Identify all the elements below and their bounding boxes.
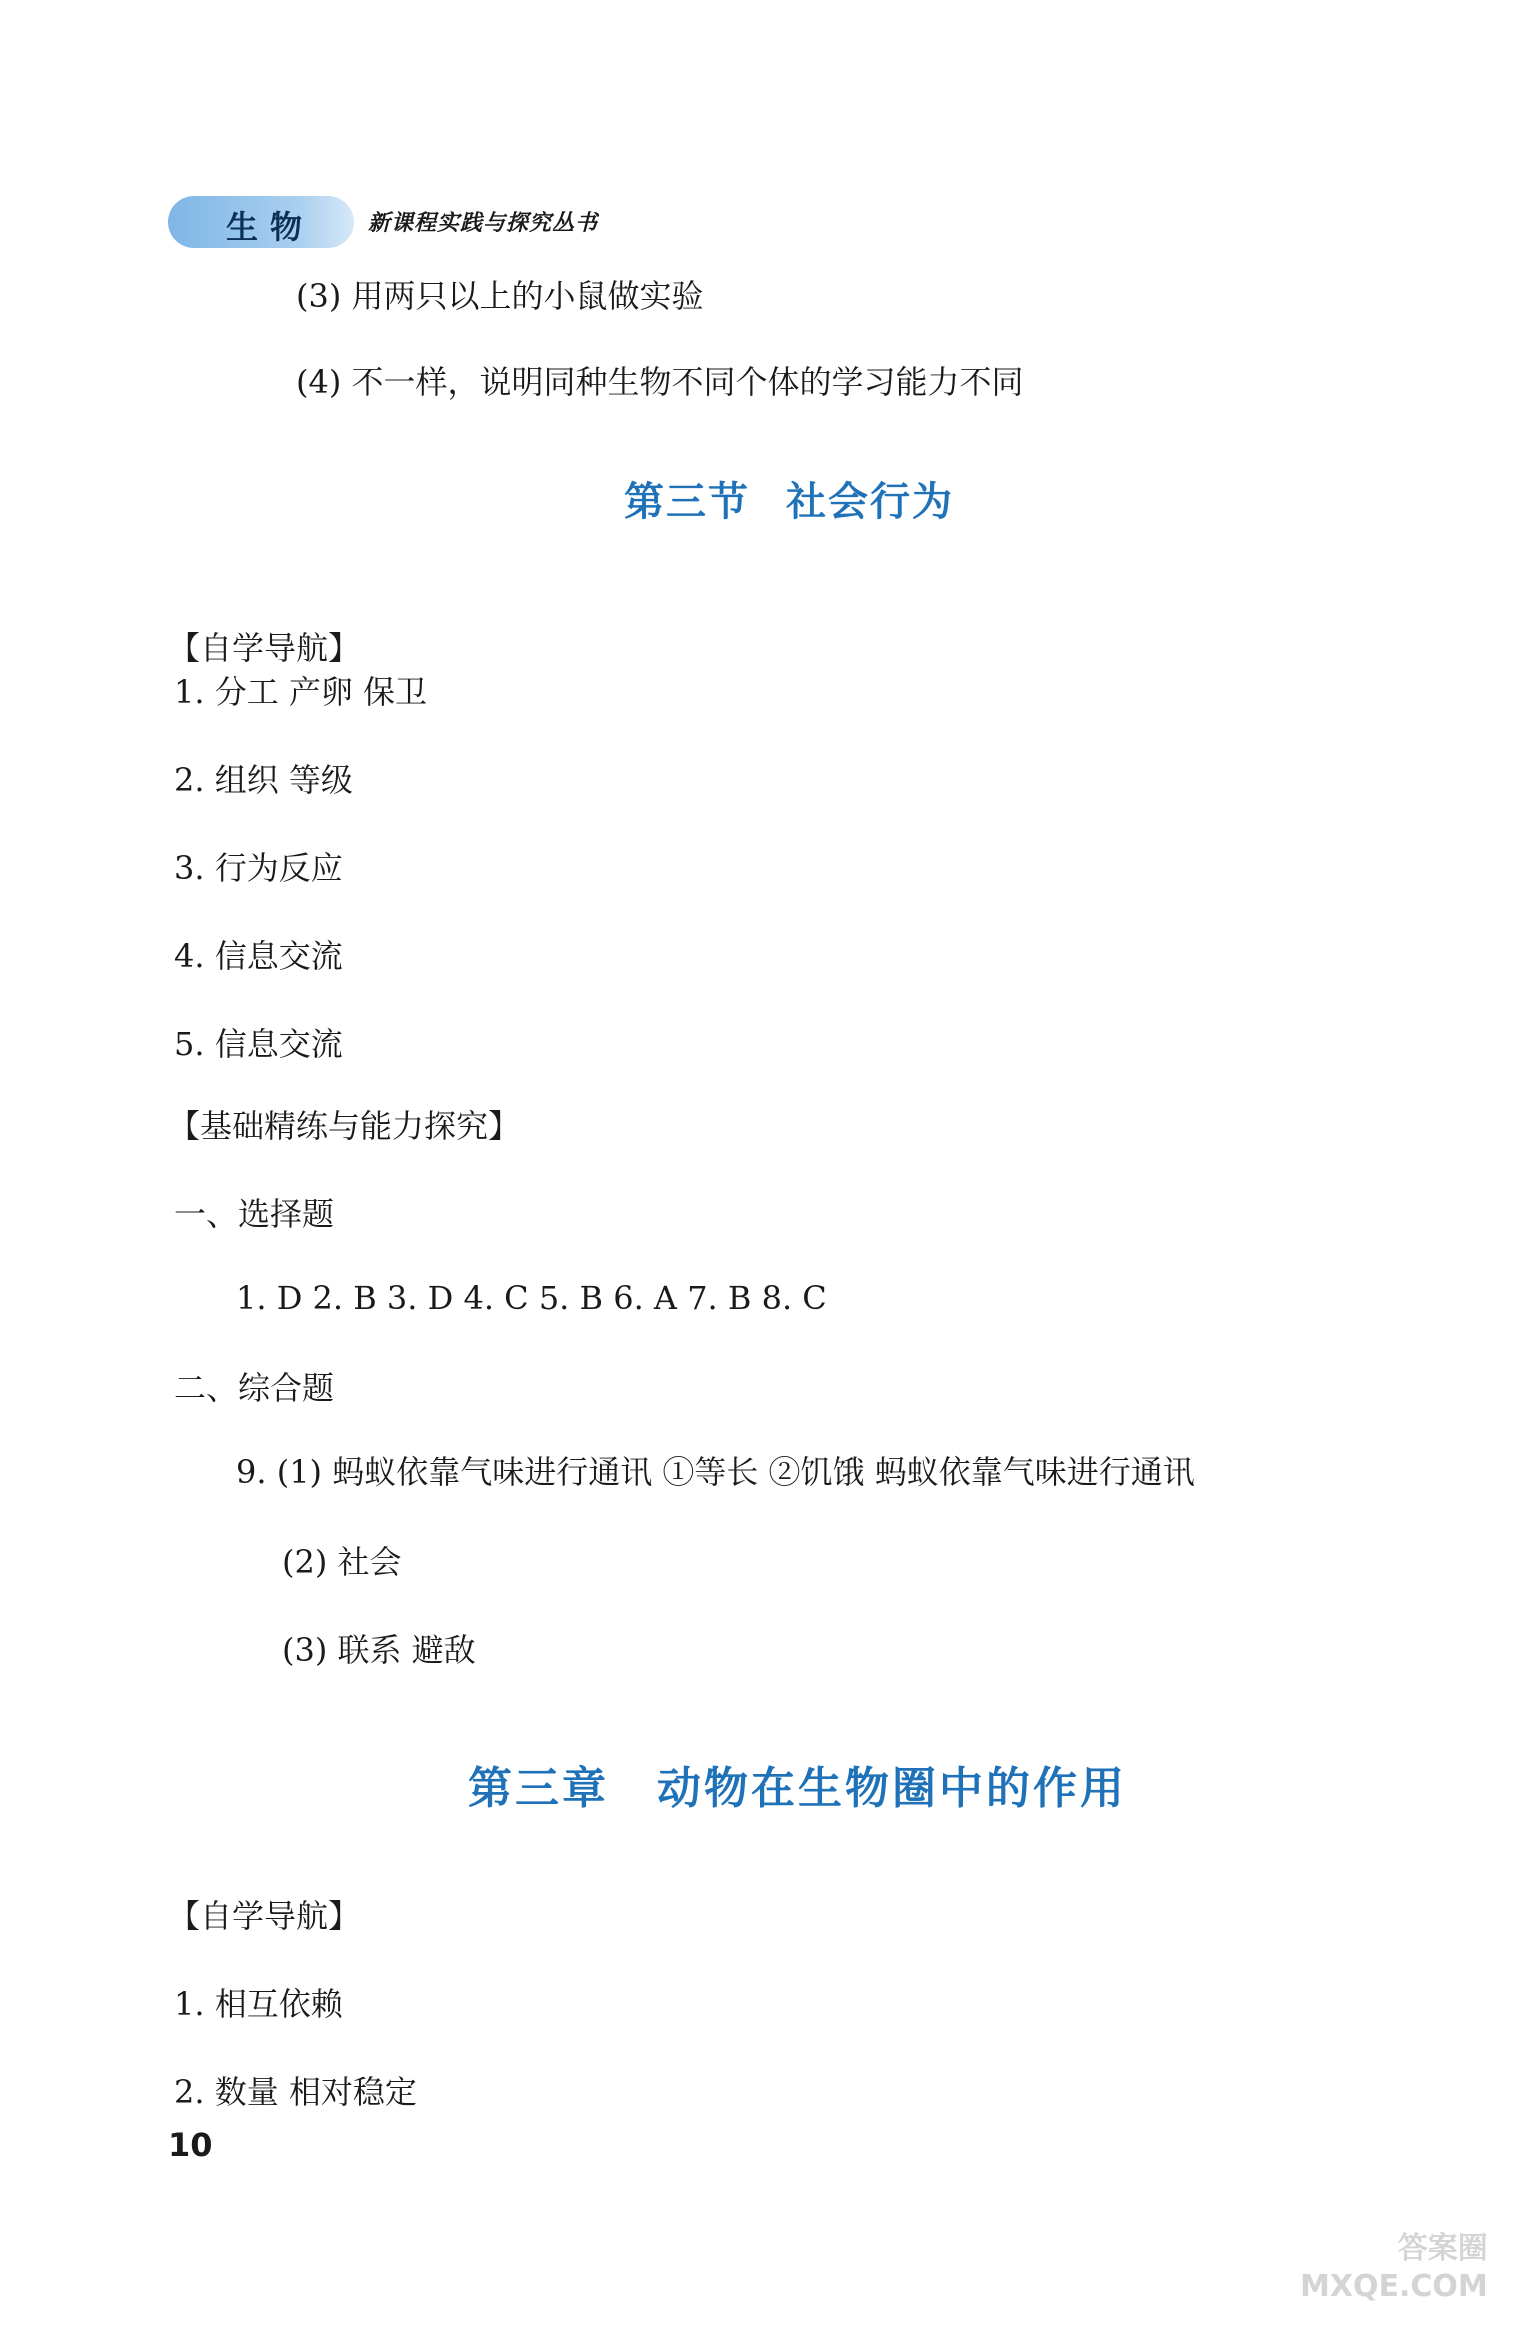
practice-heading: 【基础精练与能力探究】 bbox=[168, 1107, 521, 1145]
list-item: 3. 行为反应 bbox=[174, 849, 343, 887]
page-number: 10 bbox=[168, 2126, 213, 2164]
chapter-self-study-heading: 【自学导航】 bbox=[168, 1897, 361, 1935]
watermark-line-1: 答案圈 bbox=[1397, 2231, 1488, 2266]
list-item: 2. 数量 相对稳定 bbox=[174, 2073, 417, 2111]
question-9-part-2: (2) 社会 bbox=[282, 1543, 402, 1581]
choice-heading: 一、选择题 bbox=[174, 1195, 335, 1233]
answer-item-3: (3) 用两只以上的小鼠做实验 bbox=[296, 277, 704, 315]
list-item: 5. 信息交流 bbox=[174, 1025, 343, 1063]
chapter-number: 第三章 bbox=[468, 1763, 609, 1814]
self-study-heading: 【自学导航】 bbox=[168, 629, 361, 667]
comprehensive-heading: 二、综合题 bbox=[174, 1369, 335, 1407]
question-9-part-3: (3) 联系 避敌 bbox=[282, 1631, 476, 1669]
subject-label: 生物 bbox=[226, 208, 315, 246]
list-item: 4. 信息交流 bbox=[174, 937, 343, 975]
list-item: 1. 相互依赖 bbox=[174, 1985, 343, 2023]
section-number: 第三节 bbox=[624, 479, 750, 525]
watermark-line-2: MXQE.COM bbox=[1300, 2269, 1488, 2304]
subject-badge bbox=[168, 196, 354, 248]
question-9-part-1: 9. (1) 蚂蚁依靠气味进行通讯 ①等长 ②饥饿 蚂蚁依靠气味进行通讯 bbox=[236, 1453, 1195, 1491]
list-item: 1. 分工 产卵 保卫 bbox=[174, 673, 428, 711]
chapter-name: 动物在生物圈中的作用 bbox=[657, 1763, 1127, 1814]
watermark bbox=[1300, 2230, 1488, 2306]
list-item: 2. 组织 等级 bbox=[174, 761, 353, 799]
chapter-title bbox=[468, 1752, 1127, 1816]
series-title: 新课程实践与探究丛书 bbox=[368, 210, 599, 236]
section-name: 社会行为 bbox=[786, 479, 954, 525]
section-title bbox=[624, 470, 954, 527]
answer-item-4: (4) 不一样，说明同种生物不同个体的学习能力不同 bbox=[296, 363, 1024, 401]
choice-answers: 1. D 2. B 3. D 4. C 5. B 6. A 7. B 8. C bbox=[236, 1279, 827, 1317]
